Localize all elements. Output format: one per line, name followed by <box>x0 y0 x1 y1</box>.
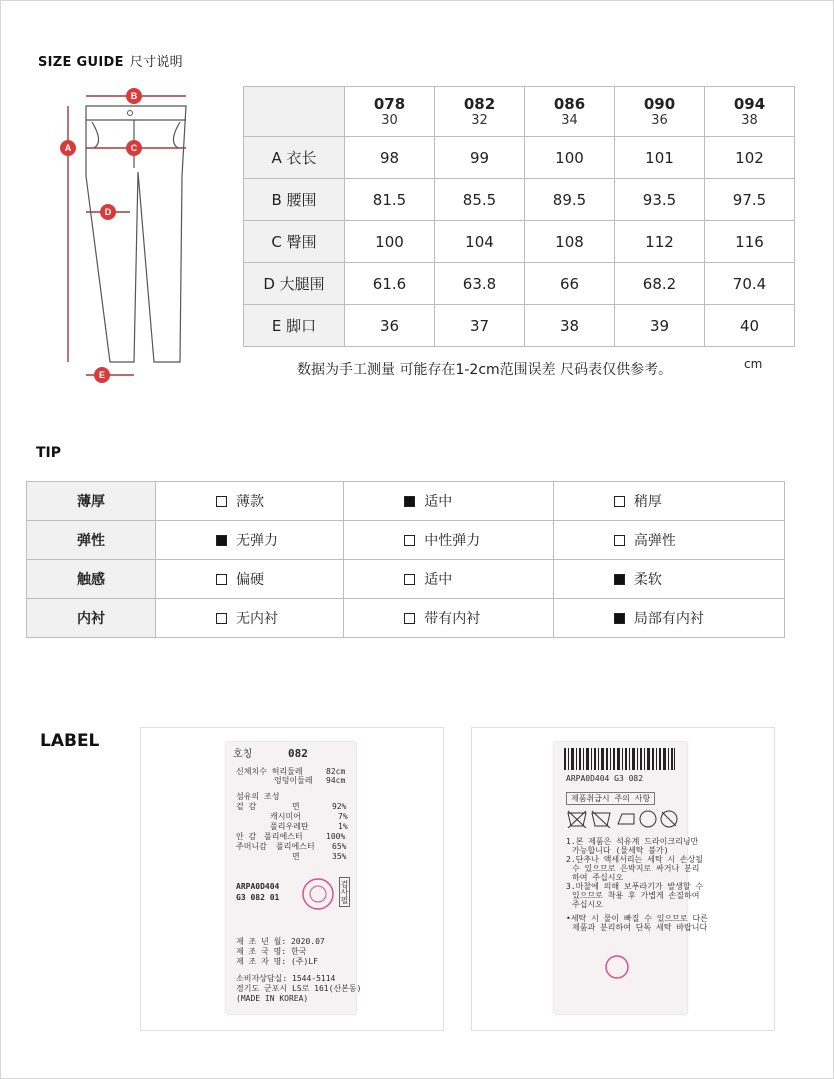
checkbox-icon <box>216 613 227 624</box>
size-row-a <box>244 137 795 179</box>
size-table <box>243 86 795 347</box>
row-label: A 衣长 <box>244 137 345 179</box>
care-label-tag-instructions: ARPA0D404 G3 082 제품취급시 주의 사항 1.본 제품은 석유계 드라이크리닝만 가능합니다 (물세탁 불가) 2.단추나 액세서리는 세탁 시 손상될 수 있으므로 은박지로 싸거나 분리 하여 주십시오 3.마찰에 의해 보푸라기가 발생할 수 있으므로 착용 후 가볍게 손질하여 주십시오 •세탁 시 물이 빠질 수 있으므로 다른 제품과 분리하여 단독 세탁 바랍니다 <box>554 742 687 1014</box>
size-cell: 70.4 <box>705 263 795 305</box>
tip-option: 中性弹力 <box>344 521 554 560</box>
tip-option: 无内衬 <box>156 599 344 638</box>
checkbox-icon <box>614 496 625 507</box>
tip-title: TIP <box>36 445 62 461</box>
checkbox-icon <box>404 535 415 546</box>
tip-option: 薄款 <box>156 482 344 521</box>
tip-row-label: 弹性 <box>27 521 156 560</box>
svg-text:C: C <box>130 143 138 153</box>
checkbox-icon <box>216 574 227 585</box>
stamp-icon <box>300 876 336 912</box>
size-cell: 101 <box>615 137 705 179</box>
right-pocket <box>173 122 180 148</box>
size-row-b <box>244 179 795 221</box>
size-cell: 99 <box>435 137 525 179</box>
care-symbols-icon <box>566 808 678 830</box>
tip-option: 稍厚 <box>553 482 784 521</box>
barcode-icon <box>564 748 676 770</box>
size-cell: 81.5 <box>345 179 435 221</box>
size-cell: 104 <box>435 221 525 263</box>
checkbox-checked-icon <box>614 613 625 624</box>
size-col-header: 094 38 <box>705 87 795 137</box>
size-col-header: 078 30 <box>345 87 435 137</box>
tip-row-label: 薄厚 <box>27 482 156 521</box>
tip-row-texture <box>27 560 785 599</box>
size-row-d <box>244 263 795 305</box>
tip-row-elasticity <box>27 521 785 560</box>
measurement-note: 数据为手工测量 可能存在1-2cm范围误差 尺码表仅供参考。 <box>297 362 673 378</box>
size-cell: 66 <box>525 263 615 305</box>
checkbox-icon <box>404 613 415 624</box>
tip-table <box>26 481 785 638</box>
checkbox-icon <box>614 535 625 546</box>
unit-label: cm <box>744 357 763 371</box>
svg-text:E: E <box>98 370 106 380</box>
svg-text:A: A <box>64 143 72 153</box>
size-col-header: 086 34 <box>525 87 615 137</box>
row-label: B 腰围 <box>244 179 345 221</box>
tip-row-label: 内衬 <box>27 599 156 638</box>
size-cell: 40 <box>705 305 795 347</box>
tip-option: 无弹力 <box>156 521 344 560</box>
size-guide-subtitle: 尺寸说明 <box>129 55 183 70</box>
size-cell: 97.5 <box>705 179 795 221</box>
tip-row-lining <box>27 599 785 638</box>
size-cell: 37 <box>435 305 525 347</box>
size-cell: 39 <box>615 305 705 347</box>
tip-option: 局部有内衬 <box>553 599 784 638</box>
size-cell: 89.5 <box>525 179 615 221</box>
marker-e <box>94 367 110 383</box>
size-cell: 93.5 <box>615 179 705 221</box>
marker-d <box>100 204 116 220</box>
size-header-row <box>244 87 795 137</box>
size-cell: 63.8 <box>435 263 525 305</box>
waist-button <box>128 111 133 116</box>
checkbox-checked-icon <box>216 535 227 546</box>
size-guide-title <box>38 51 183 70</box>
marker-c <box>126 140 142 156</box>
row-label: D 大腿围 <box>244 263 345 305</box>
size-col-header: 082 32 <box>435 87 525 137</box>
label-photo-frame <box>471 727 775 1031</box>
size-cell: 112 <box>615 221 705 263</box>
label-title: LABEL <box>40 731 100 751</box>
tip-option: 柔软 <box>553 560 784 599</box>
size-cell: 36 <box>345 305 435 347</box>
left-pocket <box>92 122 99 148</box>
tip-row-label: 触感 <box>27 560 156 599</box>
size-cell: 98 <box>345 137 435 179</box>
checkbox-icon <box>404 574 415 585</box>
label-photo-frame <box>140 727 444 1031</box>
stamp-icon <box>604 954 630 980</box>
size-table-corner <box>244 87 345 137</box>
size-row-c <box>244 221 795 263</box>
size-guide-title-text: SIZE GUIDE <box>38 55 124 70</box>
marker-b <box>126 88 142 104</box>
size-cell: 108 <box>525 221 615 263</box>
tip-option: 偏硬 <box>156 560 344 599</box>
marker-a <box>60 140 76 156</box>
size-cell: 100 <box>345 221 435 263</box>
tip-option: 适中 <box>344 560 554 599</box>
svg-text:B: B <box>130 91 138 101</box>
size-cell: 68.2 <box>615 263 705 305</box>
size-cell: 100 <box>525 137 615 179</box>
checkbox-checked-icon <box>404 496 415 507</box>
tip-option: 适中 <box>344 482 554 521</box>
size-cell: 61.6 <box>345 263 435 305</box>
tip-option: 高弹性 <box>553 521 784 560</box>
size-cell: 85.5 <box>435 179 525 221</box>
size-cell: 102 <box>705 137 795 179</box>
row-label: C 臀围 <box>244 221 345 263</box>
size-cell: 38 <box>525 305 615 347</box>
care-label-tag-size: 호칭 082 신체치수 허리둘레 82cm 엉덩이둘레 94cm 섬유의 조성 겉 감 면 92% 캐시미어 7% 폴리우레탄 1% 안 감 폴리에스터 100% 주머니감 폴리에스터 65% 면 35% ARPA0D404 G3 082 01 검사필 제 조 년 월: 2020.07 제 조 국 명: 한국 제 조 자 명: (주)LF 소비자상담실: 1544-5114 경기도 군포시 LS로 161(산본동) (MADE IN KOREA) <box>226 742 356 1014</box>
tip-row-thickness <box>27 482 785 521</box>
size-row-e <box>244 305 795 347</box>
row-label: E 脚口 <box>244 305 345 347</box>
size-col-header: 090 36 <box>615 87 705 137</box>
size-cell: 116 <box>705 221 795 263</box>
checkbox-icon <box>216 496 227 507</box>
checkbox-checked-icon <box>614 574 625 585</box>
tip-option: 带有内衬 <box>344 599 554 638</box>
pants-measurement-diagram <box>50 82 200 387</box>
svg-text:D: D <box>104 207 112 217</box>
